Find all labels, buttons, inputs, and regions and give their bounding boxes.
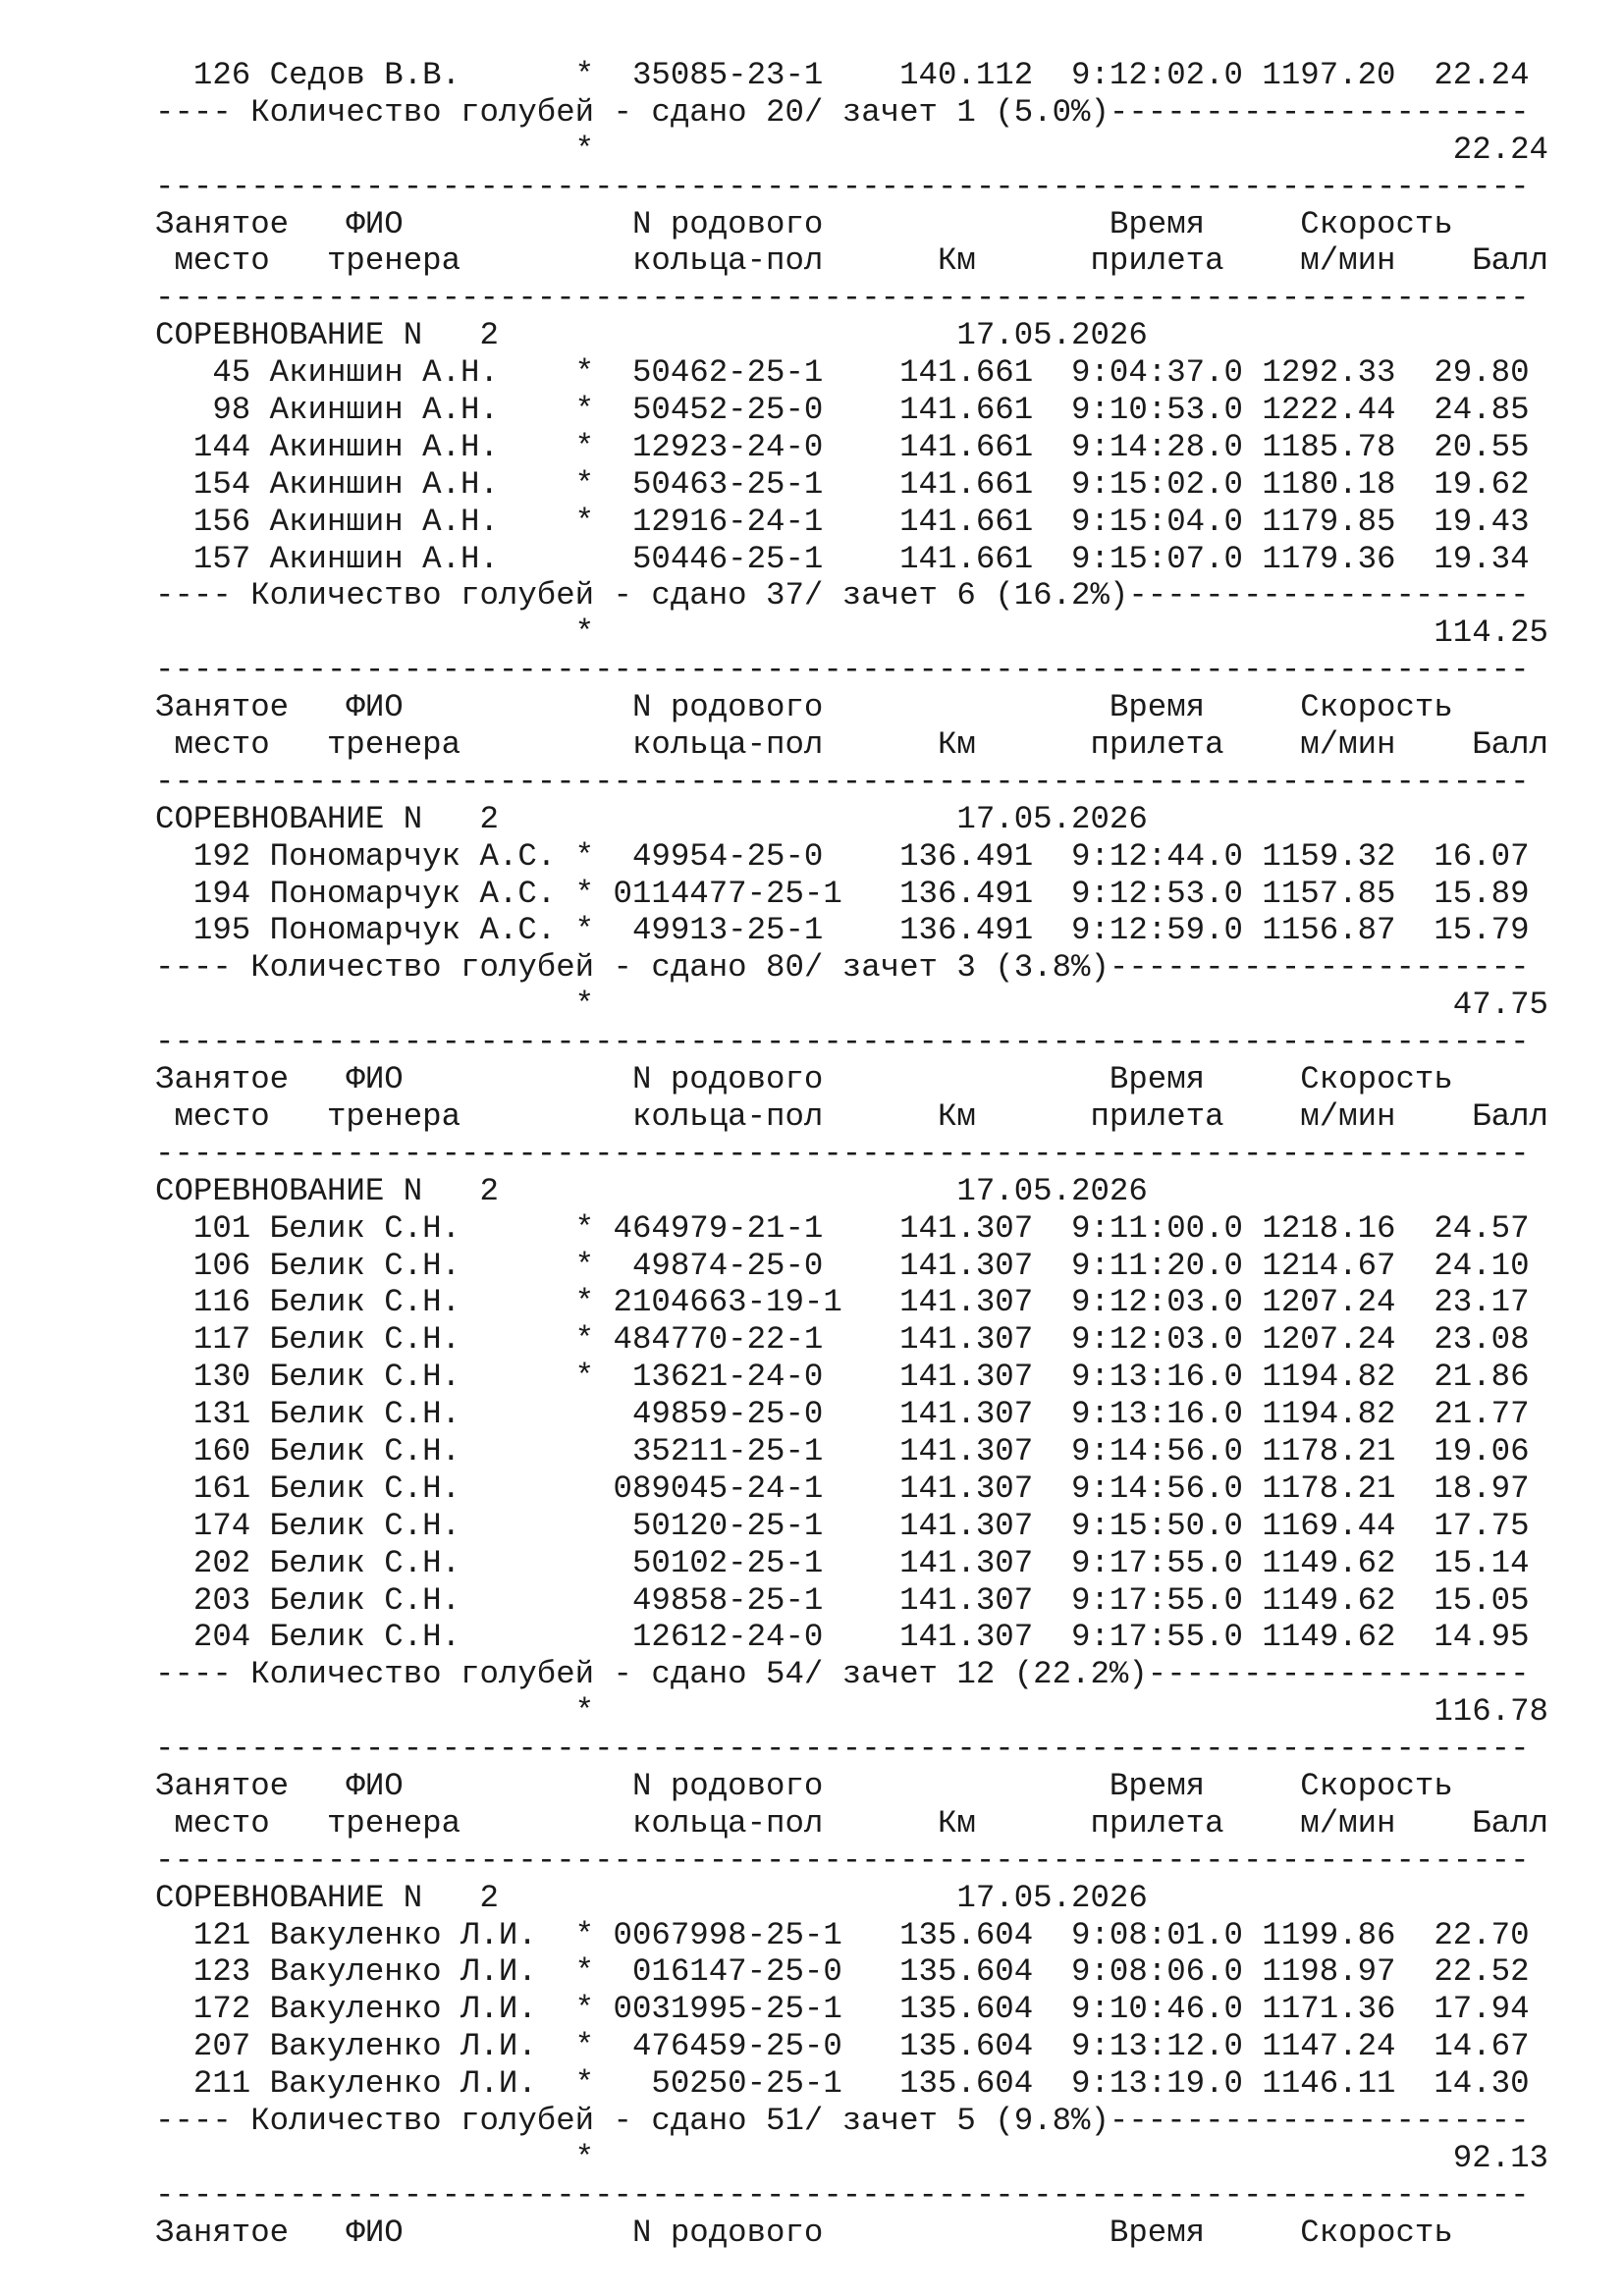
section-summary: ---- Количество голубей - сдано 20/ зачет 1 (5.0%)----------------------	[155, 93, 1530, 131]
divider-rule: ------------------------------------------------------------------------	[155, 1024, 1530, 1061]
entry-row: 144 Акиншин А.Н. * 12923-24-0 141.661 9:14:28.0 1185.78 20.55	[155, 428, 1530, 465]
entry-row: 121 Вакуленко Л.И. * 0067998-25-1 135.604 9:08:01.0 1199.86 22.70	[155, 1916, 1530, 1953]
competition-heading: СОРЕВНОВАНИЕ N 2 17.05.2026	[155, 317, 1148, 354]
entry-row: 157 Акиншин А.Н. 50446-25-1 141.661 9:15:07.0 1179.36 19.34	[155, 540, 1530, 577]
entry-row: 106 Белик С.Н. * 49874-25-0 141.307 9:11:20.0 1214.67 24.10	[155, 1247, 1530, 1284]
results-report	[155, 57, 1548, 2252]
divider-rule: ------------------------------------------------------------------------	[155, 2176, 1530, 2214]
competition-heading: СОРЕВНОВАНИЕ N 2 17.05.2026	[155, 1172, 1148, 1209]
section-summary: ---- Количество голубей - сдано 37/ зачет 6 (16.2%)---------------------	[155, 577, 1530, 614]
entry-row: 203 Белик С.Н. 49858-25-1 141.307 9:17:55.0 1149.62 15.05	[155, 1581, 1530, 1619]
section-total: * 114.25	[155, 614, 1548, 652]
section-summary: ---- Количество голубей - сдано 80/ зачет 3 (3.8%)----------------------	[155, 949, 1530, 987]
section-summary: ---- Количество голубей - сдано 54/ зачет 12 (22.2%)--------------------	[155, 1656, 1530, 1693]
entry-row: 174 Белик С.Н. 50120-25-1 141.307 9:15:50.0 1169.44 17.75	[155, 1507, 1530, 1544]
column-header-row: Занятое ФИО N родового Время Скорость	[155, 1061, 1453, 1098]
entry-row: 207 Вакуленко Л.И. * 476459-25-0 135.604 9:13:12.0 1147.24 14.67	[155, 2028, 1530, 2065]
entry-row: 202 Белик С.Н. 50102-25-1 141.307 9:17:55.0 1149.62 15.14	[155, 1544, 1530, 1581]
entry-row: 98 Акиншин А.Н. * 50452-25-0 141.661 9:10:53.0 1222.44 24.85	[155, 392, 1530, 429]
entry-row: 172 Вакуленко Л.И. * 0031995-25-1 135.604 9:10:46.0 1171.36 17.94	[155, 1991, 1530, 2028]
column-header-row: место тренера кольца-пол Км прилета м/мин Балл	[155, 726, 1548, 764]
entry-row: 195 Пономарчук А.С. * 49913-25-1 136.491 9:12:59.0 1156.87 15.79	[155, 912, 1530, 949]
divider-rule: ------------------------------------------------------------------------	[155, 1135, 1530, 1172]
competition-heading: СОРЕВНОВАНИЕ N 2 17.05.2026	[155, 800, 1148, 837]
entry-row: 204 Белик С.Н. 12612-24-0 141.307 9:17:55.0 1149.62 14.95	[155, 1619, 1530, 1656]
section-total: * 47.75	[155, 987, 1548, 1024]
column-header-row: Занятое ФИО N родового Время Скорость	[155, 205, 1453, 242]
divider-rule: ------------------------------------------------------------------------	[155, 168, 1530, 205]
entry-row: 161 Белик С.Н. 089045-24-1 141.307 9:14:56.0 1178.21 18.97	[155, 1469, 1530, 1507]
divider-rule: ------------------------------------------------------------------------	[155, 652, 1530, 689]
entry-row: 45 Акиншин А.Н. * 50462-25-1 141.661 9:04:37.0 1292.33 29.80	[155, 354, 1530, 392]
divider-rule: ------------------------------------------------------------------------	[155, 280, 1530, 317]
entry-row: 116 Белик С.Н. * 2104663-19-1 141.307 9:12:03.0 1207.24 23.17	[155, 1284, 1530, 1321]
divider-rule: ------------------------------------------------------------------------	[155, 763, 1530, 800]
section-total: * 22.24	[155, 131, 1548, 168]
section-total: * 116.78	[155, 1693, 1548, 1731]
entry-row: 194 Пономарчук А.С. * 0114477-25-1 136.491 9:12:53.0 1157.85 15.89	[155, 875, 1530, 912]
section-summary: ---- Количество голубей - сдано 51/ зачет 5 (9.8%)----------------------	[155, 2102, 1530, 2139]
entry-row: 192 Пономарчук А.С. * 49954-25-0 136.491 9:12:44.0 1159.32 16.07	[155, 837, 1530, 875]
column-header-row: место тренера кольца-пол Км прилета м/мин Балл	[155, 1804, 1548, 1842]
entry-row: 117 Белик С.Н. * 484770-22-1 141.307 9:12:03.0 1207.24 23.08	[155, 1321, 1530, 1359]
column-header-row: Занятое ФИО N родового Время Скорость	[155, 2214, 1453, 2251]
entry-row: 126 Седов В.В. * 35085-23-1 140.112 9:12:02.0 1197.20 22.24	[155, 57, 1530, 93]
column-header-row: место тренера кольца-пол Км прилета м/мин Балл	[155, 1097, 1548, 1135]
divider-rule: ------------------------------------------------------------------------	[155, 1731, 1530, 1768]
competition-heading: СОРЕВНОВАНИЕ N 2 17.05.2026	[155, 1879, 1148, 1916]
section-total: * 92.13	[155, 2139, 1548, 2176]
column-header-row: место тренера кольца-пол Км прилета м/мин Балл	[155, 242, 1548, 280]
entry-row: 130 Белик С.Н. * 13621-24-0 141.307 9:13:16.0 1194.82 21.86	[155, 1359, 1530, 1396]
entry-row: 160 Белик С.Н. 35211-25-1 141.307 9:14:56.0 1178.21 19.06	[155, 1432, 1530, 1469]
entry-row: 156 Акиншин А.Н. * 12916-24-1 141.661 9:15:04.0 1179.85 19.43	[155, 503, 1530, 540]
entry-row: 123 Вакуленко Л.И. * 016147-25-0 135.604 9:08:06.0 1198.97 22.52	[155, 1953, 1530, 1991]
column-header-row: Занятое ФИО N родового Время Скорость	[155, 1767, 1453, 1804]
entry-row: 154 Акиншин А.Н. * 50463-25-1 141.661 9:15:02.0 1180.18 19.62	[155, 465, 1530, 503]
divider-rule: ------------------------------------------------------------------------	[155, 1842, 1530, 1879]
column-header-row: Занятое ФИО N родового Время Скорость	[155, 689, 1453, 726]
entry-row: 211 Вакуленко Л.И. * 50250-25-1 135.604 9:13:19.0 1146.11 14.30	[155, 2065, 1530, 2103]
entry-row: 131 Белик С.Н. 49859-25-0 141.307 9:13:16.0 1194.82 21.77	[155, 1396, 1530, 1433]
entry-row: 101 Белик С.Н. * 464979-21-1 141.307 9:11:00.0 1218.16 24.57	[155, 1209, 1530, 1247]
